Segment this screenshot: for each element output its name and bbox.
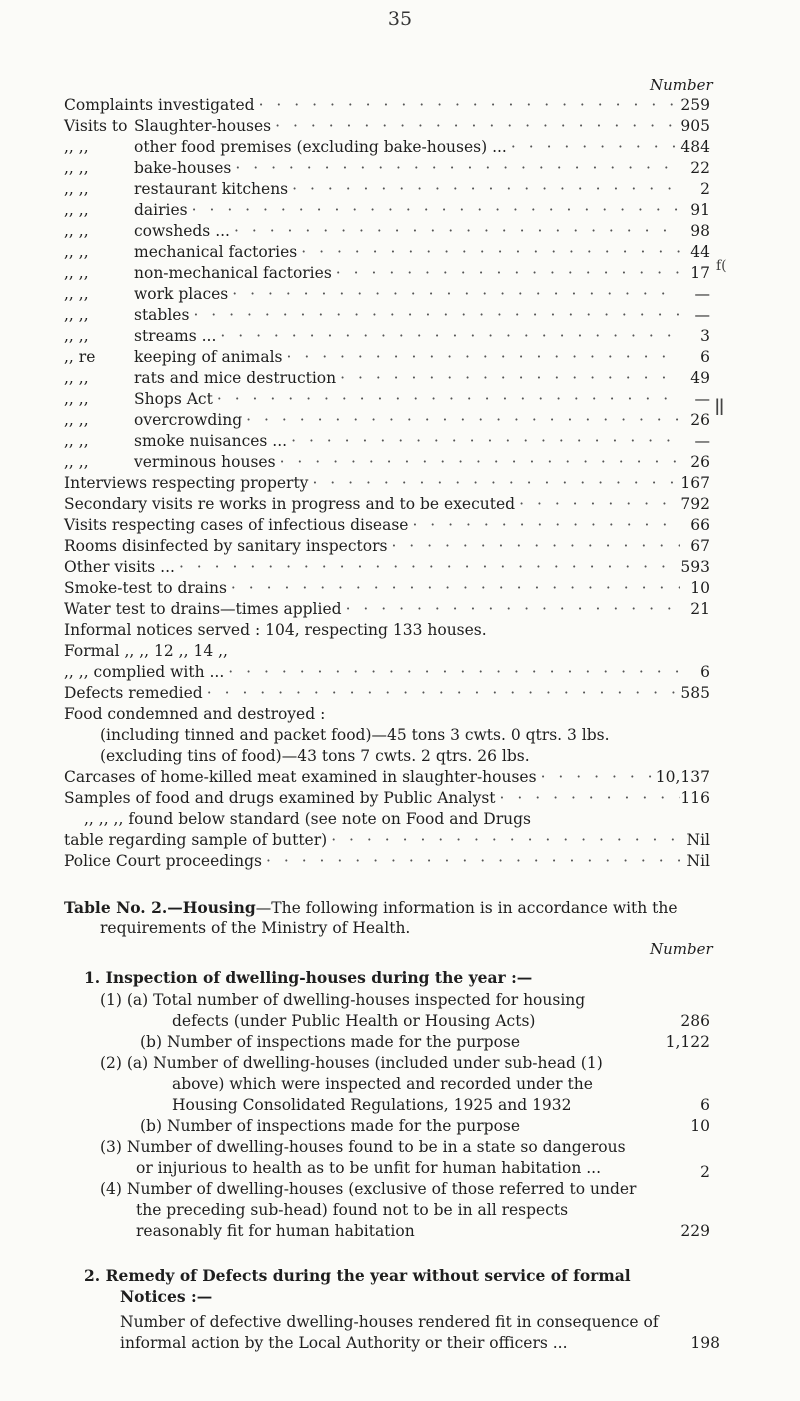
dot-leader	[288, 179, 680, 200]
s1-item3-line2: or injurious to health as to be unfit for human habitation ...	[136, 1159, 602, 1177]
inspection-row	[64, 116, 710, 137]
dot-leader	[276, 452, 680, 473]
inspection-label: restaurant kitchens	[134, 180, 289, 198]
dot-leader	[255, 95, 680, 116]
inspection-label: smoke nuisances ...	[134, 432, 288, 450]
butter-value: Nil	[686, 831, 710, 849]
s1-a1-line2: defects (under Public Health or Housing Acts)	[172, 1012, 536, 1030]
inspection-prefix: ,, ,,	[64, 138, 89, 156]
inspection-label: Shops Act	[134, 390, 213, 408]
inspection-label: Water test to drains—times applied	[64, 600, 342, 618]
inspection-prefix: ,, ,,	[64, 390, 89, 408]
carcases-row	[64, 767, 710, 788]
dot-leader	[271, 116, 680, 137]
dot-leader	[336, 368, 680, 389]
section2-value: 198	[690, 1334, 720, 1352]
inspection-label: cowsheds ...	[134, 222, 230, 240]
inspection-value: 49	[690, 369, 710, 387]
inspection-value: 167	[680, 474, 710, 492]
section2-text-line1: Number of defective dwelling-houses rendered fit in consequence of	[120, 1313, 659, 1331]
inspection-label: Slaughter-houses	[134, 117, 272, 135]
inspection-value: —	[694, 432, 710, 450]
inspection-label: bake-houses	[134, 159, 232, 177]
inspection-label: Rooms disinfected by sanitary inspectors	[64, 537, 388, 555]
inspection-label: stables	[134, 306, 190, 324]
food-tinned: (including tinned and packet food)—45 tons 3 cwts. 0 qtrs. 3 lbs.	[100, 726, 610, 744]
inspection-label: mechanical factories	[134, 243, 298, 261]
inspection-value: —	[694, 285, 710, 303]
inspection-value: 2	[700, 180, 710, 198]
dot-leader	[515, 494, 680, 515]
carcases-label: Carcases of home-killed meat examined in slaughter-houses	[64, 768, 537, 786]
carcases-value: 10,137	[655, 768, 710, 786]
dot-leader	[332, 263, 680, 284]
inspection-row	[64, 326, 710, 347]
table2-title-rest: —The following information is in accordance with the	[255, 899, 678, 917]
inspection-value: —	[694, 306, 710, 324]
inspection-row	[64, 179, 710, 200]
inspection-label: other food premises (excluding bake-houses) ...	[134, 138, 507, 156]
defects-label: Defects remedied	[64, 684, 203, 702]
s1-item4-value: 229	[680, 1222, 710, 1240]
inspection-value: 26	[690, 411, 710, 429]
s1-b1-line: (b) Number of inspections made for the purpose	[140, 1033, 521, 1051]
table2-title	[64, 897, 678, 919]
inspection-row	[64, 536, 710, 557]
margin-mark: f(	[716, 258, 727, 274]
inspection-prefix: ,, ,,	[64, 432, 89, 450]
dot-leader	[227, 578, 680, 599]
inspection-label: Smoke-test to drains	[64, 579, 227, 597]
dot-leader	[175, 557, 680, 578]
inspection-row	[64, 410, 710, 431]
section2-heading-line2: Notices :—	[120, 1287, 213, 1306]
inspection-prefix: ,, ,,	[64, 285, 89, 303]
s1-item3-value: 2	[700, 1163, 710, 1181]
inspection-label: work places	[134, 285, 229, 303]
inspection-row	[64, 263, 710, 284]
inspection-value: 905	[680, 117, 710, 135]
inspection-prefix: ,, ,,	[64, 264, 89, 282]
inspection-prefix: ,, ,,	[64, 180, 89, 198]
dot-leader	[262, 851, 680, 872]
dot-leader	[308, 473, 680, 494]
inspection-value: 67	[690, 537, 710, 555]
dot-leader	[189, 305, 680, 326]
butter-row	[64, 830, 710, 851]
inspection-label: Complaints investigated	[64, 96, 255, 114]
formal-notices: Formal ,, ,, 12 ,, 14 ,,	[64, 642, 228, 660]
page-number: 35	[387, 8, 413, 30]
table2-number-header: Number	[650, 940, 713, 958]
dot-leader	[231, 158, 680, 179]
inspection-row	[64, 557, 710, 578]
inspection-row	[64, 473, 710, 494]
inspection-row	[64, 221, 710, 242]
section2-text-line2: informal action by the Local Authority or their officers ...	[120, 1334, 568, 1352]
inspection-row	[64, 137, 710, 158]
dot-leader	[228, 284, 680, 305]
dot-leader	[507, 137, 680, 158]
inspection-prefix: ,, ,,	[64, 159, 89, 177]
food-heading: Food condemned and destroyed :	[64, 705, 326, 723]
complied-label: ,, ,, complied with ...	[64, 663, 225, 681]
inspection-label: overcrowding	[134, 411, 243, 429]
complied-value: 6	[700, 663, 710, 681]
inspection-label: rats and mice destruction	[134, 369, 337, 387]
number-column-header: Number	[650, 76, 713, 94]
inspection-value: 44	[690, 243, 710, 261]
dot-leader	[408, 515, 680, 536]
inspection-prefix: Visits to	[64, 117, 128, 135]
s1-a1-line1: (1) (a) Total number of dwelling-houses inspected for housing	[100, 991, 586, 1009]
s1-a2-line1: (2) (a) Number of dwelling-houses (included under sub-head (1)	[100, 1054, 603, 1072]
samples-value: 116	[680, 789, 710, 807]
inspection-prefix: ,, ,,	[64, 369, 89, 387]
s1-item4-line1: (4) Number of dwelling-houses (exclusive of those referred to under	[100, 1180, 637, 1198]
inspection-row	[64, 431, 710, 452]
inspection-prefix: ,, ,,	[64, 327, 89, 345]
inspection-value: 26	[690, 453, 710, 471]
section2-heading-line1: 2. Remedy of Defects during the year without service of formal	[84, 1266, 631, 1285]
dot-leader	[216, 326, 680, 347]
inspection-row	[64, 599, 710, 620]
inspection-row	[64, 200, 710, 221]
s1-a1-value: 286	[680, 1012, 710, 1030]
s1-a2-value: 6	[700, 1096, 710, 1114]
police-row	[64, 851, 710, 872]
inspection-value: 91	[690, 201, 710, 219]
dot-leader	[242, 410, 680, 431]
inspection-prefix: ,, ,,	[64, 306, 89, 324]
inspection-row	[64, 578, 710, 599]
inspection-prefix: ,, re	[64, 348, 96, 366]
inspection-row	[64, 452, 710, 473]
inspection-value: 21	[690, 600, 710, 618]
butter-label: table regarding sample of butter)	[64, 831, 328, 849]
inspection-label: keeping of animals	[134, 348, 283, 366]
inspection-label: verminous houses	[134, 453, 276, 471]
inspection-row	[64, 368, 710, 389]
inspection-label: dairies	[134, 201, 188, 219]
table2-title-line2: requirements of the Ministry of Health.	[100, 919, 411, 937]
dot-leader	[213, 389, 680, 410]
inspection-value: 593	[680, 558, 710, 576]
below-standard-line: ,, ,, ,, found below standard (see note on Food and Drugs	[84, 810, 531, 828]
inspection-value: 6	[700, 348, 710, 366]
inspection-value: 3	[700, 327, 710, 345]
inspection-row	[64, 158, 710, 179]
dot-leader	[387, 536, 680, 557]
inspection-row	[64, 95, 710, 116]
dot-leader	[188, 200, 680, 221]
inspection-label: streams ...	[134, 327, 217, 345]
s1-b2-line: (b) Number of inspections made for the purpose	[140, 1117, 521, 1135]
inspection-label: Other visits ...	[64, 558, 175, 576]
inspection-label: Secondary visits re works in progress and to be executed	[64, 495, 516, 513]
dot-leader	[282, 347, 680, 368]
table2-title-bold: Table No. 2.—Housing	[64, 898, 256, 917]
inspection-prefix: ,, ,,	[64, 222, 89, 240]
defects-value: 585	[680, 684, 710, 702]
inspection-row	[64, 242, 710, 263]
inspection-row	[64, 347, 710, 368]
inspection-value: 484	[680, 138, 710, 156]
dot-leader	[297, 242, 680, 263]
inspection-prefix: ,, ,,	[64, 453, 89, 471]
inspection-prefix: ,, ,,	[64, 411, 89, 429]
s1-item3-line1: (3) Number of dwelling-houses found to be in a state so dangerous	[100, 1138, 626, 1156]
s1-b2-value: 10	[690, 1117, 710, 1135]
police-label: Police Court proceedings	[64, 852, 262, 870]
dot-leader	[327, 830, 680, 851]
section1-heading: 1. Inspection of dwelling-houses during the year :—	[84, 968, 533, 987]
inspection-prefix: ,, ,,	[64, 201, 89, 219]
dot-leader	[230, 221, 680, 242]
inspection-value: 10	[690, 579, 710, 597]
dot-leader	[287, 431, 680, 452]
inspection-label: Interviews respecting property	[64, 474, 309, 492]
police-value: Nil	[686, 852, 710, 870]
s1-b1-value: 1,122	[665, 1033, 710, 1051]
inspection-value: —	[694, 390, 710, 408]
inspection-row	[64, 284, 710, 305]
inspection-value: 98	[690, 222, 710, 240]
inspection-value: 22	[690, 159, 710, 177]
inspection-row	[64, 515, 710, 536]
dot-leader	[203, 683, 680, 704]
inspection-row	[64, 494, 710, 515]
s1-a2-line3: Housing Consolidated Regulations, 1925 and 1932	[172, 1096, 572, 1114]
margin-mark: ǁ	[714, 396, 725, 421]
inspection-label: Visits respecting cases of infectious disease	[64, 516, 409, 534]
s1-item4-line2: the preceding sub-head) found not to be in all respects	[136, 1201, 569, 1219]
defects-row	[64, 683, 710, 704]
inspection-prefix: ,, ,,	[64, 243, 89, 261]
dot-leader	[342, 599, 680, 620]
s1-item4-line3: reasonably fit for human habitation	[136, 1222, 415, 1240]
samples-label: Samples of food and drugs examined by Public Analyst	[64, 789, 496, 807]
food-excluding: (excluding tins of food)—43 tons 7 cwts. 2 qtrs. 26 lbs.	[100, 747, 530, 765]
inspection-value: 792	[680, 495, 710, 513]
inspection-label: non-mechanical factories	[134, 264, 332, 282]
inspection-value: 259	[680, 96, 710, 114]
dot-leader	[537, 767, 656, 788]
inspection-row	[64, 389, 710, 410]
s1-a2-line2: above) which were inspected and recorded under the	[172, 1075, 593, 1093]
inspection-value: 17	[690, 264, 710, 282]
informal-notices: Informal notices served : 104, respecting 133 houses.	[64, 621, 487, 639]
inspection-value: 66	[690, 516, 710, 534]
dot-leader	[224, 662, 680, 683]
samples-row	[64, 788, 710, 809]
complied-row	[64, 662, 710, 683]
dot-leader	[496, 788, 680, 809]
inspection-row	[64, 305, 710, 326]
